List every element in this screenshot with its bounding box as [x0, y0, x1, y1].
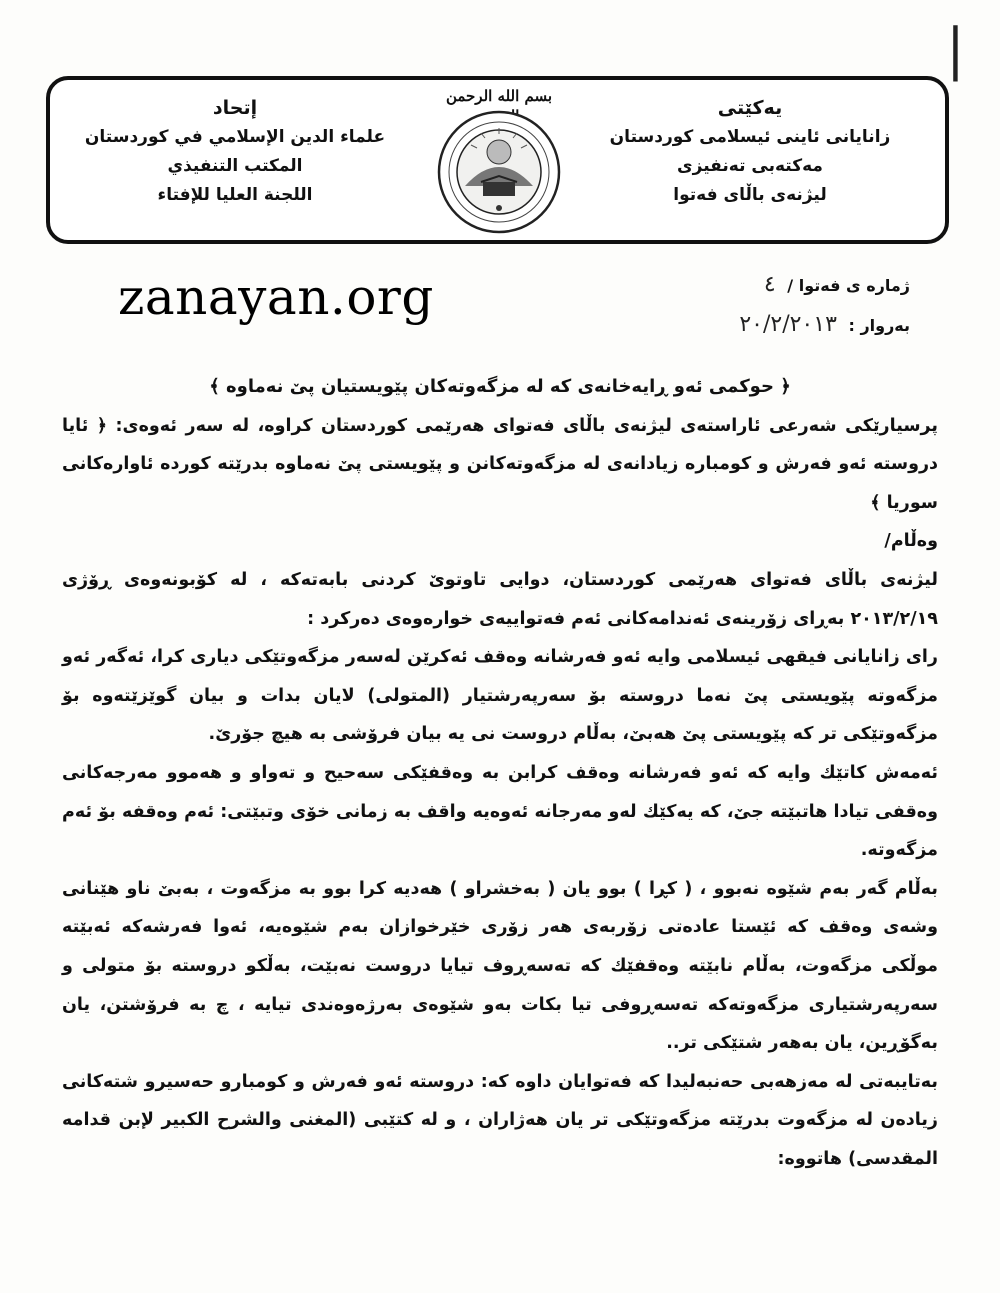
- paragraph-hanbali: بەتایبەتی لە مەزهەبی حەنبەلیدا كە فەتوایان داوە كە: دروستە ئەو فەرش و كومبارو حەسیرو شتەكانی زیادەن لە مزگەوت بدرێتە مزگەوتێكی تر یان هەژاران ، و لە كتێبی (المغنی والشرح الكبیر لإبن قدامه المقدسی) هاتووە:: [62, 1071, 938, 1169]
- union-seal-icon: [435, 108, 563, 236]
- fatwa-number-label: ژمارە ی فەتوا /: [787, 276, 910, 295]
- paragraph-committee: لیژنەی باڵای فەتوای هەرێمی كوردستان، دوایی تاوتوێ كردنی بابەتەكە ، لە كۆبونەوەی ڕۆژی ٢٠١٣/٢/١٩ بەڕای زۆرینەی ئەندامەكانی ئەم فەتواییەی خوارەوەی دەركرد :: [62, 569, 938, 629]
- fatwa-body: [62, 368, 938, 1178]
- letterhead-kurdish-line3: مەكتەبی تەنفیزی: [677, 156, 823, 176]
- fatwa-date-label: بەروار :: [848, 316, 910, 335]
- letterhead-arabic-line4: اللجنة العليا للإفتاء: [157, 185, 313, 205]
- paragraph-question: پرسیارێكی شەرعی ئاراستەی لیژنەی باڵای فەتوای هەرێمی كوردستان كراوە، لە سەر ئەوەی: ﴿ ئایا دروستە ئەو فەرش و كومبارە زیادانەی لە مزگەوتەكانن و پێویستی پێ نەماوە بدرێتە كوردە ئاوارەكانی سوریا ﴾: [62, 415, 938, 513]
- paragraph-ruling: رای زانایانی فیقهی ئیسلامی وایە ئەو فەرشانە وەقف ئەكرێن لەسەر مزگەوتێكی دیاری كرا، ئەگەر ئەو مزگەوتە پێویستی پێ نەما دروستە بۆ سەرپەرشتیار (المتولی) لایان بدات و بیان گوێزێتەوە بۆ مزگەوتێكی تر كە پێویستی پێ هەبێ، بەڵام دروست نی یە بیان فرۆشی بە هیچ جۆرێ.: [62, 647, 938, 745]
- letterhead-arabic-line3: المكتب التنفيذي: [167, 156, 303, 176]
- fatwa-date-value: ٢٠/٢/٢٠١٣: [739, 312, 837, 337]
- letterhead: [46, 76, 949, 244]
- basmala: بسم الله الرحمن: [445, 87, 553, 105]
- corner-mark: |: [946, 17, 965, 82]
- letterhead-kurdish-line4: لیژنەی باڵای فەتوا: [673, 185, 827, 205]
- letterhead-arabic-line1: إتحاد: [212, 97, 258, 119]
- letterhead-kurdish-line2: زانایانی ئاینی ئیسلامی كوردستان: [609, 127, 891, 147]
- letterhead-arabic-line2: علماء الدين الإسلامي في كوردستان: [84, 127, 386, 147]
- letterhead-kurdish: [585, 94, 915, 210]
- letterhead-kurdish-line1: یەكێتی: [717, 97, 783, 119]
- fatwa-number: [764, 272, 910, 297]
- paragraph-condition: ئەمەش كاتێك وایە كە ئەو فەرشانە وەقف كرابن بە وەقفێكی سەحیح و تەواو و هەموو مەرجەكانی وەقفی تیادا هاتبێتە جێ، كە یەكێك لەو مەرجانە ئەوەیە واقف بە زمانی خۆی وتبێتی: ئەم وەقفە بۆ ئەم مزگەوتە.: [62, 762, 938, 861]
- fatwa-number-value: ٤: [763, 272, 776, 297]
- fatwa-date: [739, 312, 910, 337]
- paragraph-exception: بەڵام گەر بەم شێوە نەبوو ، ( كڕا ) بوو یان ( بەخشراو ) هەدیە كرا بوو بە مزگەوت ، بەبێ ناو هێنانی وشەی وەقف كە ئێستا عادەتی زۆربەی هەر زۆری خێرخوازان بەم شێوەیە، ئەوا فەرشەكە ئەبێتە موڵكی مزگەوت، بەڵام نابێتە وەقفێك كە تەسەڕوف تیایا دروست نەبێت، بەڵكو دروستە بۆ متولی و سەرپەرشتیاری مزگەوتەكە تەسەڕوفی تیا بكات بەو شێوەی بەرژەوەندی تیایە ، چ بە فرۆشتن، یان بەگۆڕین، یان بەهەر شتێكی تر..: [62, 878, 938, 1054]
- letterhead-arabic: [70, 94, 400, 210]
- paragraph-answer-heading: وەڵام/: [884, 531, 938, 552]
- fatwa-title: ﴿ حوكمی ئەو ڕایەخانەی كە لە مزگەوتەكان پێویستیان پێ نەماوە ﴾: [209, 376, 791, 397]
- site-watermark: zanayan.org: [118, 268, 434, 326]
